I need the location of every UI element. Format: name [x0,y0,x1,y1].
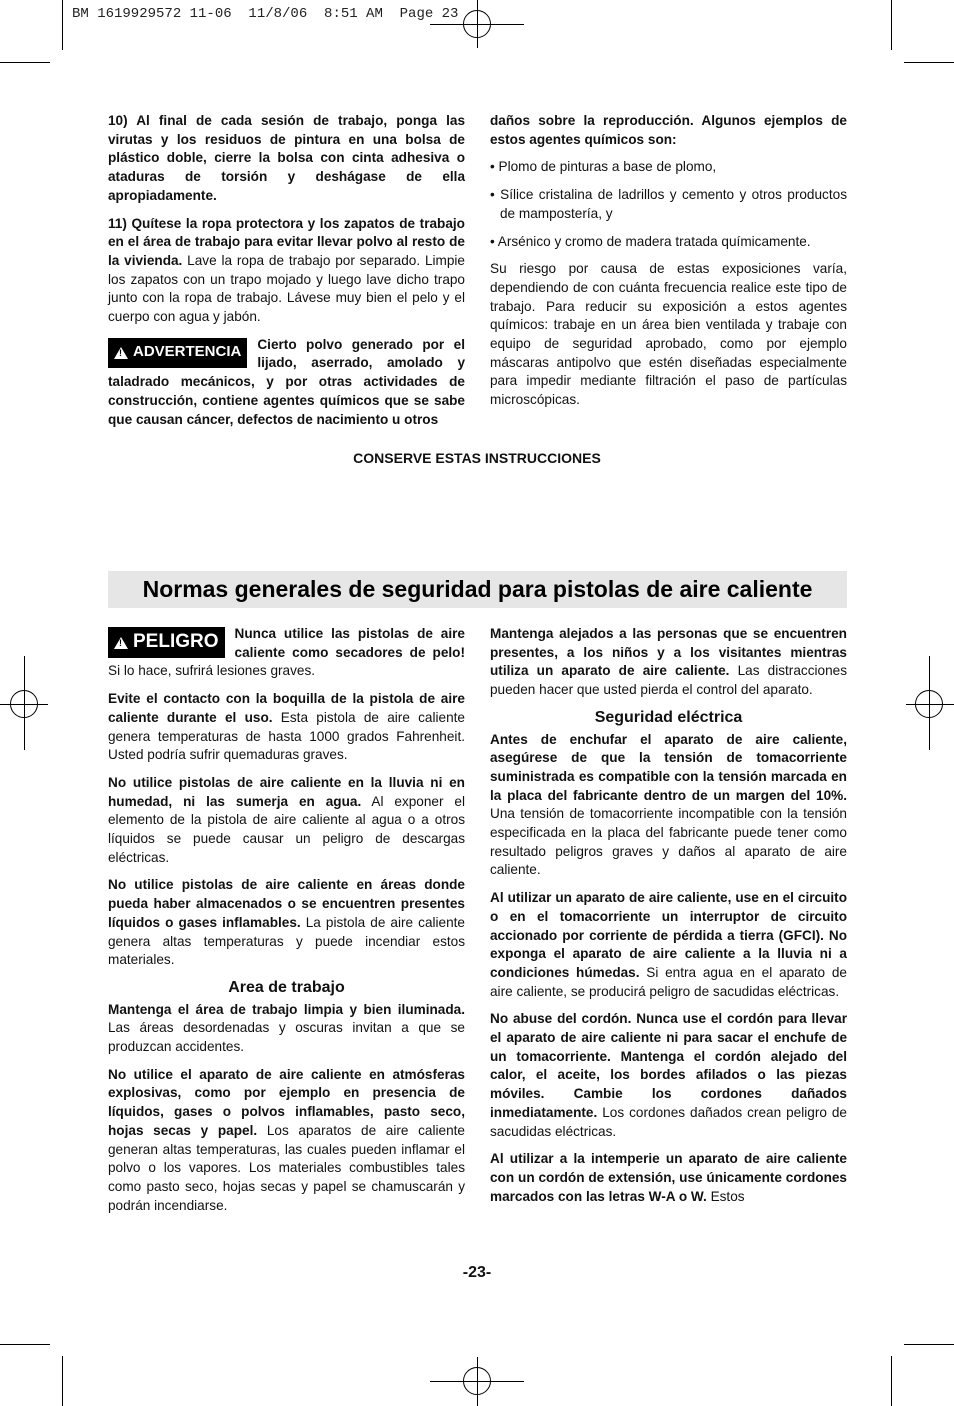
top-right-column [490,112,847,419]
paragraph: No utilice pistolas de aire caliente en la lluvia ni en humedad, ni las sumerja en agua. Al exponer el elemento de la pistola de aire caliente al agua o a otros líquidos se puede causar un peligro de descargas eléctricas. [108,774,465,865]
crop-mark [891,1356,892,1406]
paragraph: Mantenga el área de trabajo limpia y bien iluminada. Las áreas desordenadas y oscuras invitan a que se produzcan accidentes. [108,1001,465,1055]
crop-mark [904,62,954,63]
section-banner-title: Normas generales de seguridad para pistolas de aire caliente [108,571,847,608]
danger-block: ! PELIGRO Nunca utilice las pistolas de aire caliente como secadores de pelo! Si lo hace, sufrirá lesiones graves. [108,626,465,679]
bullet-item: • Plomo de pinturas a base de plomo, [490,159,717,175]
paragraph: No utilice pistolas de aire caliente en áreas donde pueda haber almacenados o se encuentren presentes líquidos o gases inflamables. La pistola de aire caliente genera altas temperaturas y puede incendiar estos materiales. [108,877,465,968]
registration-circle [463,10,491,38]
crop-mark [62,1356,63,1406]
crop-mark [0,1344,50,1345]
paragraph: No utilice el aparato de aire caliente en atmósferas explosivas, como por ejemplo en presencia de líquidos, gases o polvos inflamables, pasto seco, hojas secas y papel. Los aparatos de aire caliente generan altas temperaturas, las cuales pueden inflamar el polvo o los vapores. Los materiales combustibles tales como pasto seco, hojas secas y papel se chamuscarán y podrán incendiarse. [108,1066,465,1213]
danger-badge [108,627,225,658]
paragraph: No abuse del cordón. Nunca use el cordón para llevar el aparato de aire caliente ni para sacar el enchufe de un tomacorriente. Mantenga el cordón alejado del calor, el aceite, los bordes afilados o las piezas móviles. Cambie los cordones dañados inmediatamente. Los cordones dañados crean peligro de sacudidas eléctricas. [490,1011,847,1139]
risk-paragraph: Su riesgo por causa de estas exposiciones varía, dependiendo de con cuánta frecuencia realice este tipo de trabajo. Para reducir su exposición a estos agentes químicos: trabaje en un área bien ventilada y trabaje con equipo de seguridad aprobado, como por ejemplo máscaras antipolvo que estén diseñadas especialmente para impedir mediante filtración el paso de partículas microscópicas. [490,261,847,408]
bullet-item: • Arsénico y cromo de madera tratada químicamente. [490,233,811,249]
warning-block [108,336,465,430]
crop-mark [62,0,63,50]
crop-mark [0,62,50,63]
warning-triangle-icon: ! [114,347,128,359]
paragraph-11: 11) Quítese la ropa protectora y los zapatos de trabajo en el área de trabajo para evitar llevar polvo al resto de la vivienda. Lave la ropa de trabajo por separado. Limpie los zapatos con un trapo mojado y luego lave dicho trapo junto con la ropa de trabajo. Lávese muy bien el pelo y el cuerpo con agua y jabón. [108,215,465,325]
paragraph: Antes de enchufar el aparato de aire caliente, asegúrese de que la tensión de tomacorriente suministrada es compatible con la tensión marcada en la placa del fabricante dentro de un margen del 10%. Una tensión de tomacorriente incompatible con la tensión especificada en la placa del fabricante puede tener como resultado peligros graves y daños al aparato de aire caliente. [490,731,847,878]
bottom-right-column [490,625,847,1215]
top-left-column [108,112,465,429]
bullet-item: • Sílice cristalina de ladrillos y cemento y otros productos de mampostería, y [490,187,847,221]
print-slug: BM 1619929572 11-06 11/8/06 8:51 AM Page 23 [72,6,459,22]
area-heading: Area de trabajo [228,978,345,996]
paragraph-10: 10) Al final de cada sesión de trabajo, ponga las virutas y los residuos de pintura en una bolsa de plástico doble, cierre la bolsa con cinta adhesiva o ataduras de torsión y deshágase de ella apropiadamente. [108,113,465,203]
conserve-instructions: CONSERVE ESTAS INSTRUCCIONES [353,450,601,466]
warning-badge [108,338,247,368]
page-number: -23- [462,1264,492,1281]
crop-mark [904,1344,954,1345]
paragraph: Mantenga alejados a las personas que se encuentren presentes, a los niños y a los visitantes mientras utiliza un aparato de aire caliente. Las distracciones pueden hacer que usted pierda el control del aparato. [490,626,847,698]
warning-label: ADVERTENCIA [133,343,242,361]
registration-circle [10,690,38,718]
danger-triangle-icon: ! [114,637,128,649]
paragraph: Al utilizar un aparato de aire caliente, use en el circuito o en el tomacorriente un interruptor de circuito accionado por corriente de pérdida a tierra (GFCI). No exponga el aparato de aire caliente a la lluvia ni a condiciones húmedas. Si entra agua en el aparato de aire caliente, se producirá peligro de sacudidas eléctricas. [490,890,847,999]
registration-circle [915,690,943,718]
danger-label: PELIGRO [133,631,219,653]
electrical-heading: Seguridad eléctrica [594,708,743,726]
warning-text: Cierto polvo generado por el lijado, aserrado, amolado y taladrado mecánicos, y por otras actividades de construcción, contiene agentes químicos que se sabe que causan cáncer, defectos de nacimiento u otros [108,336,465,427]
paragraph: Evite el contacto con la boquilla de la pistola de aire caliente durante el uso. Esta pistola de aire caliente genera temperaturas de hasta 1000 grados Fahrenheit. Usted podría sufrir quemaduras graves. [108,691,465,763]
registration-circle [463,1367,491,1395]
warning-continuation: daños sobre la reproducción. Algunos ejemplos de estos agentes químicos son: [490,113,847,147]
crop-mark [891,0,892,50]
paragraph: Al utilizar a la intemperie un aparato de aire caliente con un cordón de extensión, use únicamente cordones marcados con las letras W-A o W. Estos [490,1151,847,1204]
bottom-left-column [108,625,465,1224]
